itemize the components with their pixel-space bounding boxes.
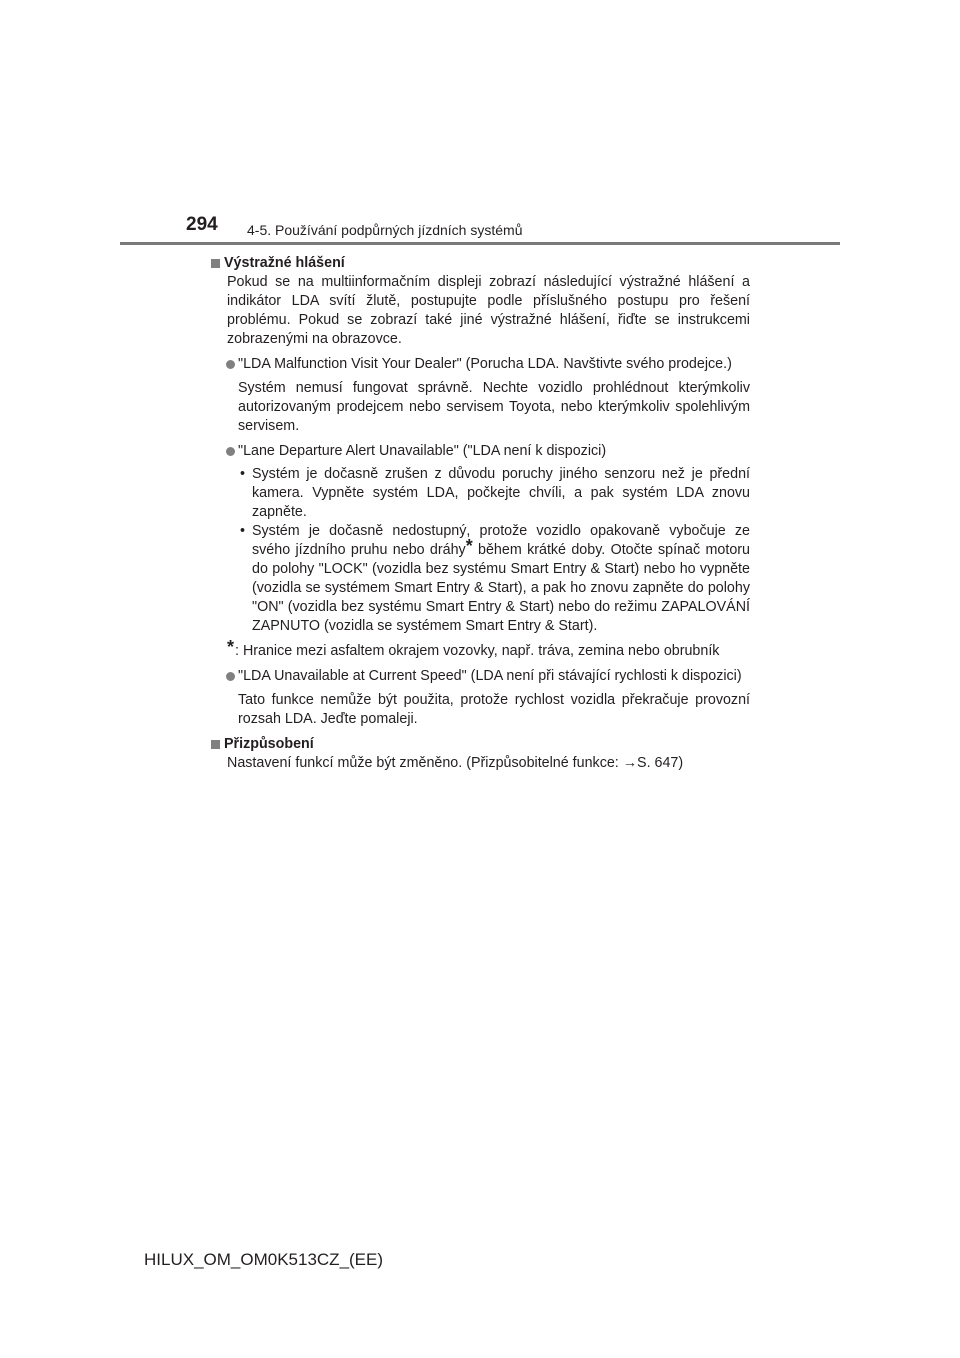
footnote-text: : Hranice mezi asfaltem okrajem vozovky, např. tráva, zemina nebo obrubník	[235, 643, 720, 659]
item-lda-unavailable-bullets	[210, 465, 750, 636]
bullet-text-part2: během krátké doby. Otočte spínač motoru do polohy "LOCK" (vozidla bez systému Smart Entry & Start) nebo ho vypněte (vozidla se systémem Smart Entry & Start), a pak ho znovu zapněte do polohy "ON" (vozidla bez systému Smart Entry & Start) nebo do režimu ZAPALOVÁNÍ ZAPNUTO (vozidla se systémem Smart Entry & Start).	[252, 542, 750, 634]
warning-intro: Pokud se na multiinformačním displeji zobrazí následující výstražné hlášení a indikátor LDA svítí žlutě, postupujte podle příslušného postupu pro řešení problému. Pokud se zobrazí také jiné výstražné hlášení, řiďte se instrukcemi zobrazenými na obrazovce.	[227, 274, 750, 347]
item-lda-speed	[210, 667, 750, 686]
page-content	[210, 254, 750, 773]
custom-section-title: Přizpůsobení	[224, 736, 314, 752]
bullet-dot-icon: •	[240, 523, 246, 539]
bullet-text-part1: Systém je dočasně nedostupný, protože vozidlo opakovaně vybočuje ze svého jízdního pruhu nebo dráhy	[252, 523, 750, 558]
item-lda-unavailable	[210, 442, 750, 461]
bullet-item	[238, 465, 750, 522]
item-lda-unavailable-title: "Lane Departure Alert Unavailable" ("LDA není k dispozici)	[238, 443, 607, 459]
item-lda-speed-body: Tato funkce nemůže být použita, protože rychlost vozidla překračuje provozní rozsah LDA. Jeďte pomaleji.	[238, 692, 750, 727]
custom-section-body: Nastavení funkcí může být změněno. (Přizpůsobitelné funkce: →S. 647)	[227, 755, 684, 771]
item-lda-speed-title: "LDA Unavailable at Current Speed" (LDA není při stávající rychlosti k dispozici)	[238, 668, 742, 684]
page-number: 294	[186, 214, 218, 235]
item-lda-malfunction	[210, 355, 750, 374]
circle-bullet-icon	[226, 447, 235, 456]
square-bullet-icon	[211, 740, 220, 749]
footnote-asterisk-icon: *	[465, 536, 473, 556]
bullet-text: Systém je dočasně zrušen z důvodu poruchy jiného senzoru než je přední kamera. Vypněte systém LDA, počkejte chvíli, a pak systém LDA znovu zapněte.	[252, 466, 750, 520]
footnote-star-icon: *	[227, 637, 235, 657]
circle-bullet-icon	[226, 672, 235, 681]
warning-section-heading	[210, 254, 750, 273]
document-code: HILUX_OM_OM0K513CZ_(EE)	[144, 1250, 384, 1269]
bullet-dot-icon: •	[240, 466, 246, 482]
bullet-item	[238, 522, 750, 636]
header-divider	[120, 242, 840, 245]
custom-section-heading	[210, 735, 750, 754]
square-bullet-icon	[211, 259, 220, 268]
warning-section-title: Výstražné hlášení	[224, 255, 345, 271]
chapter-header: 4-5. Používání podpůrných jízdních systémů	[247, 222, 523, 238]
item-lda-malfunction-title: "LDA Malfunction Visit Your Dealer" (Porucha LDA. Navštivte svého prodejce.)	[238, 356, 732, 372]
circle-bullet-icon	[226, 360, 235, 369]
item-lda-malfunction-body: Systém nemusí fungovat správně. Nechte vozidlo prohlédnout kterýmkoliv autorizovaným prodejcem nebo servisem Toyota, nebo kterýmkoliv spolehlivým servisem.	[238, 380, 750, 434]
footnote	[210, 637, 750, 661]
